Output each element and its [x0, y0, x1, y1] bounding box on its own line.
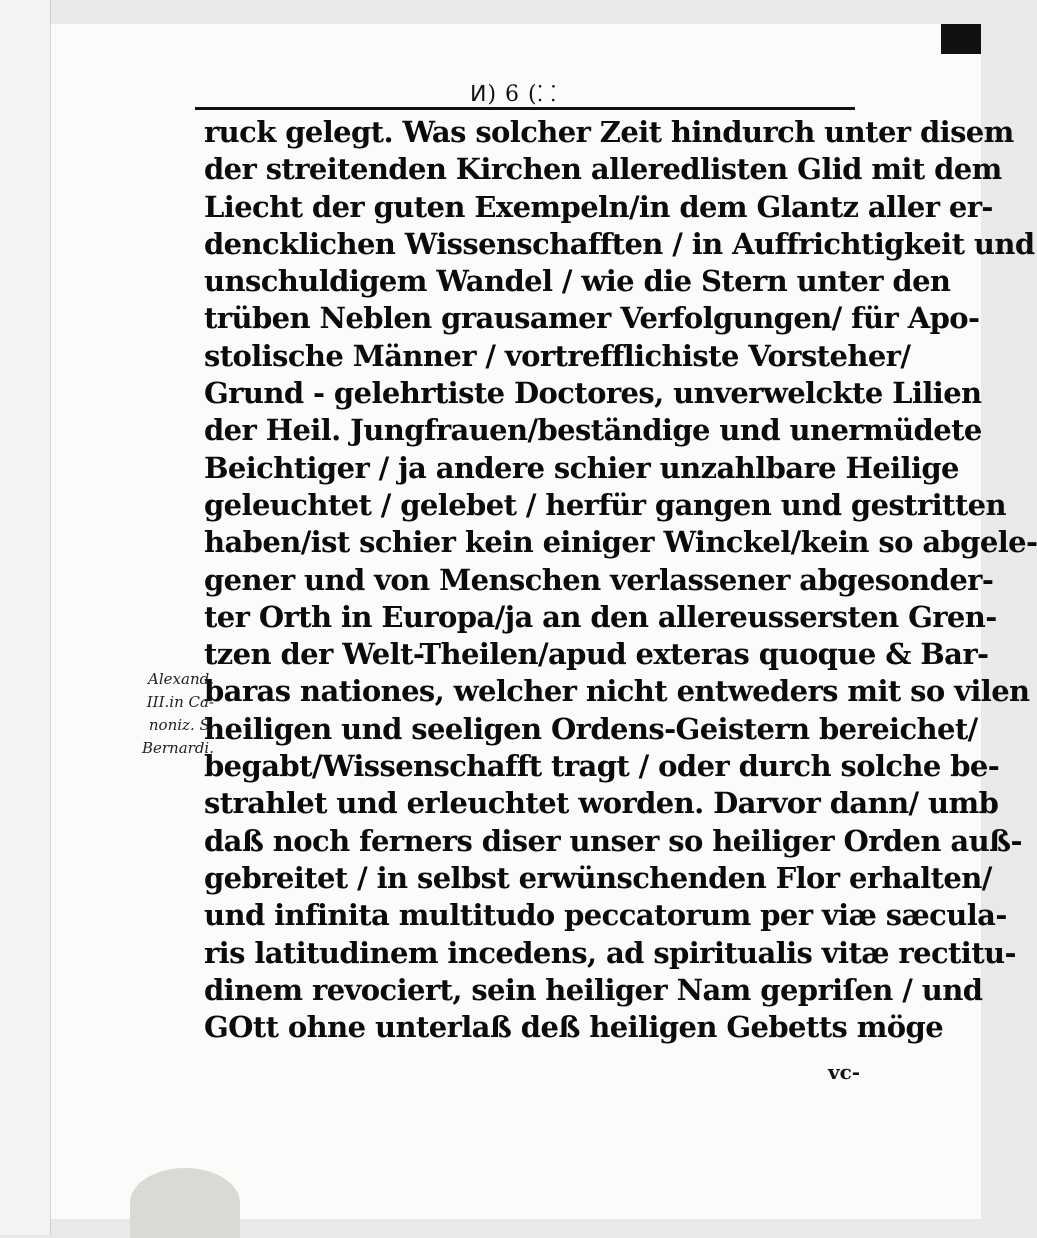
marginal-note-line: III.in Ca-: [146, 693, 214, 711]
text-line: strahlet und erleuchtet worden. Darvor dann/ umb: [204, 786, 999, 821]
text-line: ris latitudinem incedens, ad spiritualis vitæ rectitu-: [204, 935, 1016, 970]
marginal-note: [118, 668, 214, 760]
text-line: begabt/Wissenschafft tragt / oder durch solche be-: [204, 749, 1000, 784]
marginal-note-line: Alexand.: [148, 670, 214, 688]
text-line: dencklichen Wissenschafften / in Auffrichtigkeit und: [204, 226, 1035, 261]
text-line: der Heil. Jungfrauen/beständige und unermüdete: [204, 413, 982, 448]
text-line: haben/ist schier kein einiger Winckel/kein so abgele-: [204, 525, 1037, 560]
text-line: ter Orth in Europa/ja an den allereussersten Gren-: [204, 599, 997, 634]
text-line: stolische Männer / vortrefflichiste Vorsteher/: [204, 338, 911, 373]
text-line: und infinita multitudo peccatorum per viæ sæcula-: [204, 898, 1007, 933]
catchword: vc-: [828, 1060, 861, 1084]
marginal-note-line: Bernardi.: [141, 739, 214, 757]
text-line: Grund - gelehrtiste Doctores, unverwelckte Lilien: [204, 376, 982, 411]
text-line: gebreitet / in selbst erwünschenden Flor erhalten/: [204, 860, 992, 895]
facing-page-edge: [0, 0, 51, 1235]
text-line: gener und von Menschen verlassener abgesonder-: [204, 562, 994, 597]
scan-corner-shadow: [941, 24, 981, 54]
text-line: unschuldigem Wandel / wie die Stern unter den: [204, 264, 951, 299]
body-text: [204, 114, 1037, 1046]
text-line: geleuchtet / gelebet / herfür gangen und gestritten: [204, 487, 1006, 522]
header-rule: [195, 107, 855, 110]
text-line: Liecht der guten Exempeln/in dem Glantz aller er-: [204, 189, 993, 224]
text-line: trüben Neblen grausamer Verfolgungen/ für Apo-: [204, 301, 980, 336]
text-line: daß noch ferners diser unser so heiliger Orden auß-: [204, 823, 1022, 858]
text-line: dinem revociert, sein heiliger Nam gepriſen / und: [204, 972, 983, 1007]
text-line: Beichtiger / ja andere schier unzahlbare Heilige: [204, 450, 959, 485]
text-line: ruck gelegt. Was solcher Zeit hindurch unter disem: [204, 115, 1014, 149]
text-line: baras nationes, welcher nicht entweders mit so vilen: [204, 674, 1030, 709]
text-line: der streitenden Kirchen alleredlisten Glid mit dem: [204, 152, 1002, 187]
scanner-thumb-shadow: [130, 1168, 240, 1238]
text-line: tzen der Welt-Theilen/apud exteras quoque & Bar-: [204, 637, 989, 672]
marginal-note-line: noniz. S.: [148, 716, 214, 734]
page-number: ⵍ) 6 (⸬: [470, 82, 557, 107]
text-line: heiligen und seeligen Ordens-Geistern bereichet/: [204, 711, 978, 746]
text-line: GOtt ohne unterlaß deß heiligen Gebetts möge: [204, 1010, 944, 1045]
